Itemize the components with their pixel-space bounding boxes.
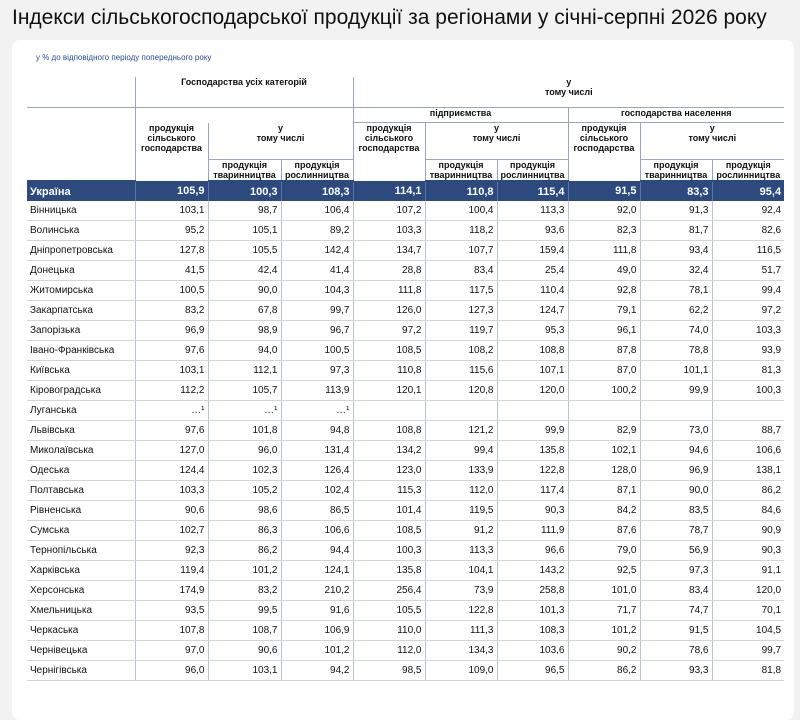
value-cell: 119,7 (425, 321, 497, 341)
value-cell: 110,8 (425, 181, 497, 201)
region-name: Луганська (27, 401, 135, 421)
value-cell: 108,3 (281, 181, 353, 201)
value-cell: 120,0 (712, 581, 784, 601)
table-row (27, 201, 784, 221)
value-cell: 96,1 (568, 321, 640, 341)
value-cell: 174,9 (135, 581, 208, 601)
value-cell: 78,6 (640, 641, 712, 661)
table-row (27, 521, 784, 541)
value-cell: 91,5 (568, 181, 640, 201)
value-cell: 94,6 (640, 441, 712, 461)
value-cell: 99,5 (208, 601, 281, 621)
value-cell: 81,7 (640, 221, 712, 241)
value-cell: 113,3 (497, 201, 568, 221)
header-blank (27, 160, 135, 182)
table-row (27, 341, 784, 361)
value-cell: 124,1 (281, 561, 353, 581)
value-cell: 99,4 (712, 281, 784, 301)
value-cell: 87,1 (568, 481, 640, 501)
value-cell: 41,5 (135, 261, 208, 281)
value-cell: 100,5 (281, 341, 353, 361)
value-cell: 135,8 (353, 561, 425, 581)
value-cell: 92,3 (135, 541, 208, 561)
value-cell: 210,2 (281, 581, 353, 601)
value-cell: 67,8 (208, 301, 281, 321)
value-cell: 108,8 (353, 421, 425, 441)
value-cell: 87,6 (568, 521, 640, 541)
value-cell: 113,9 (281, 381, 353, 401)
header-livestock: продукція тваринництва (425, 160, 497, 182)
region-name: Донецька (27, 261, 135, 281)
header-livestock: продукція тваринництва (640, 160, 712, 182)
value-cell: 256,4 (353, 581, 425, 601)
header-livestock: продукція тваринництва (208, 160, 281, 182)
value-cell: 94,0 (208, 341, 281, 361)
value-cell: 108,3 (497, 621, 568, 641)
value-cell: 91,6 (281, 601, 353, 621)
table-row (27, 241, 784, 261)
value-cell: 108,5 (353, 341, 425, 361)
region-name: Черкаська (27, 621, 135, 641)
value-cell: 92,0 (568, 201, 640, 221)
value-cell: 95,3 (497, 321, 568, 341)
value-cell: 120,0 (497, 381, 568, 401)
region-name: Хмельницька (27, 601, 135, 621)
value-cell: 79,0 (568, 541, 640, 561)
value-cell: 105,7 (208, 381, 281, 401)
table-row (27, 481, 784, 501)
header-crops: продукція рослинництва (497, 160, 568, 182)
table-row (27, 441, 784, 461)
value-cell: 99,7 (281, 301, 353, 321)
value-cell: 116,5 (712, 241, 784, 261)
value-cell: 112,0 (353, 641, 425, 661)
value-cell (353, 401, 425, 421)
value-cell (712, 401, 784, 421)
value-cell: 88,7 (712, 421, 784, 441)
table-row (27, 381, 784, 401)
value-cell: 89,2 (281, 221, 353, 241)
region-name: Київська (27, 361, 135, 381)
value-cell: 98,7 (208, 201, 281, 221)
header-production: продукція сільського господарства (353, 123, 425, 182)
header-corner (27, 77, 135, 108)
total-row (27, 181, 784, 201)
value-cell: 111,3 (425, 621, 497, 641)
value-cell: 111,8 (353, 281, 425, 301)
value-cell: 82,3 (568, 221, 640, 241)
value-cell: 106,6 (712, 441, 784, 461)
value-cell: 83,5 (640, 501, 712, 521)
value-cell: 117,4 (497, 481, 568, 501)
value-cell: 258,8 (497, 581, 568, 601)
value-cell: 90,2 (568, 641, 640, 661)
value-cell: 105,9 (135, 181, 208, 201)
value-cell: 113,3 (425, 541, 497, 561)
value-cell: 98,9 (208, 321, 281, 341)
value-cell: 97,2 (712, 301, 784, 321)
value-cell: 74,0 (640, 321, 712, 341)
value-cell: 103,1 (135, 201, 208, 221)
value-cell: 92,5 (568, 561, 640, 581)
value-cell: 100,3 (712, 381, 784, 401)
value-cell: 83,4 (425, 261, 497, 281)
value-cell: 86,2 (208, 541, 281, 561)
header-production: продукція сільського господарства (568, 123, 640, 182)
value-cell: 159,4 (497, 241, 568, 261)
region-name: Житомирська (27, 281, 135, 301)
value-cell: 115,4 (497, 181, 568, 201)
table-row (27, 421, 784, 441)
table-row (27, 561, 784, 581)
value-cell: 93,5 (135, 601, 208, 621)
value-cell: 123,0 (353, 461, 425, 481)
value-cell: 93,6 (497, 221, 568, 241)
table-row (27, 301, 784, 321)
value-cell: 93,3 (640, 661, 712, 681)
value-cell: 96,0 (135, 661, 208, 681)
value-cell: 112,0 (425, 481, 497, 501)
table-row (27, 641, 784, 661)
value-cell: 100,3 (208, 181, 281, 201)
header-all-categories: Господарства усіх категорій (135, 77, 353, 108)
value-cell: 41,4 (281, 261, 353, 281)
value-cell: 100,4 (425, 201, 497, 221)
value-cell: 96,9 (640, 461, 712, 481)
value-cell: 90,6 (135, 501, 208, 521)
value-cell: 42,4 (208, 261, 281, 281)
value-cell: 111,9 (497, 521, 568, 541)
value-cell: 102,3 (208, 461, 281, 481)
value-cell: …¹ (208, 401, 281, 421)
value-cell: 97,3 (640, 561, 712, 581)
value-cell: 81,3 (712, 361, 784, 381)
value-cell: 99,7 (712, 641, 784, 661)
value-cell: 114,1 (353, 181, 425, 201)
region-name: Чернігівська (27, 661, 135, 681)
value-cell: 133,9 (425, 461, 497, 481)
table-row (27, 401, 784, 421)
value-cell: 101,8 (208, 421, 281, 441)
header-including-inner: у тому числі (208, 123, 353, 160)
table-row (27, 321, 784, 341)
value-cell: 91,5 (640, 621, 712, 641)
value-cell: 78,7 (640, 521, 712, 541)
value-cell: 103,6 (497, 641, 568, 661)
value-cell: 124,7 (497, 301, 568, 321)
value-cell: 99,4 (425, 441, 497, 461)
header-crops: продукція рослинництва (281, 160, 353, 182)
region-name: Тернопільська (27, 541, 135, 561)
value-cell: 97,3 (281, 361, 353, 381)
value-cell: 82,9 (568, 421, 640, 441)
region-name: Миколаївська (27, 441, 135, 461)
region-name: Львівська (27, 421, 135, 441)
value-cell: 105,1 (208, 221, 281, 241)
value-cell: 90,0 (640, 481, 712, 501)
value-cell: 127,3 (425, 301, 497, 321)
value-cell: 135,8 (497, 441, 568, 461)
value-cell: 96,9 (135, 321, 208, 341)
value-cell: 93,4 (640, 241, 712, 261)
value-cell: 86,5 (281, 501, 353, 521)
value-cell: 87,8 (568, 341, 640, 361)
value-cell: 118,2 (425, 221, 497, 241)
page-title: Індекси сільськогосподарської продукції за регіонами у січні-серпні 2026 року (12, 6, 767, 29)
table-row (27, 221, 784, 241)
value-cell: 96,6 (497, 541, 568, 561)
table-row (27, 281, 784, 301)
value-cell (425, 401, 497, 421)
value-cell: 90,3 (497, 501, 568, 521)
value-cell: 138,1 (712, 461, 784, 481)
value-cell: 103,3 (712, 321, 784, 341)
value-cell: 94,2 (281, 661, 353, 681)
header-including: у тому числі (353, 77, 784, 108)
value-cell: 104,3 (281, 281, 353, 301)
value-cell: 96,0 (208, 441, 281, 461)
value-cell: 71,7 (568, 601, 640, 621)
table-row (27, 261, 784, 281)
value-cell: 109,0 (425, 661, 497, 681)
value-cell: 84,2 (568, 501, 640, 521)
value-cell: 112,2 (135, 381, 208, 401)
value-cell: 90,3 (712, 541, 784, 561)
header-blank (135, 108, 353, 123)
value-cell: 127,0 (135, 441, 208, 461)
table-row (27, 461, 784, 481)
region-name: Україна (27, 181, 135, 201)
region-name: Дніпропетровська (27, 241, 135, 261)
value-cell: 110,4 (497, 281, 568, 301)
value-cell: 107,1 (497, 361, 568, 381)
value-cell: 105,5 (353, 601, 425, 621)
value-cell: 97,6 (135, 421, 208, 441)
value-cell: 124,4 (135, 461, 208, 481)
table-row (27, 541, 784, 561)
value-cell: 107,7 (425, 241, 497, 261)
value-cell: 128,0 (568, 461, 640, 481)
value-cell: 82,6 (712, 221, 784, 241)
value-cell: 97,2 (353, 321, 425, 341)
value-cell: 105,2 (208, 481, 281, 501)
value-cell: …¹ (281, 401, 353, 421)
region-name: Сумська (27, 521, 135, 541)
value-cell: 102,4 (281, 481, 353, 501)
value-cell: 101,2 (568, 621, 640, 641)
value-cell: 92,4 (712, 201, 784, 221)
region-name: Закарпатська (27, 301, 135, 321)
value-cell: 95,2 (135, 221, 208, 241)
value-cell: 107,8 (135, 621, 208, 641)
value-cell: 90,9 (712, 521, 784, 541)
value-cell: 73,9 (425, 581, 497, 601)
value-cell: 51,7 (712, 261, 784, 281)
value-cell: 134,7 (353, 241, 425, 261)
value-cell: 121,2 (425, 421, 497, 441)
value-cell: 90,0 (208, 281, 281, 301)
value-cell: 106,6 (281, 521, 353, 541)
header-including-inner: у тому числі (425, 123, 568, 160)
header-blank (27, 123, 135, 160)
value-cell: 102,7 (135, 521, 208, 541)
value-cell: 86,2 (712, 481, 784, 501)
value-cell: 94,8 (281, 421, 353, 441)
table-row (27, 501, 784, 521)
table-row (27, 621, 784, 641)
value-cell: 84,6 (712, 501, 784, 521)
value-cell: 107,2 (353, 201, 425, 221)
region-name: Запорізька (27, 321, 135, 341)
region-name: Вінницька (27, 201, 135, 221)
value-cell: 112,1 (208, 361, 281, 381)
value-cell: 74,7 (640, 601, 712, 621)
value-cell: 28,8 (353, 261, 425, 281)
value-cell: 96,5 (497, 661, 568, 681)
value-cell: 117,5 (425, 281, 497, 301)
value-cell: 115,6 (425, 361, 497, 381)
value-cell: 25,4 (497, 261, 568, 281)
header-enterprises: підприємства (353, 108, 568, 123)
value-cell: 86,2 (568, 661, 640, 681)
value-cell: 100,2 (568, 381, 640, 401)
value-cell: 106,9 (281, 621, 353, 641)
unit-note: у % до відповідного періоду попереднього року (36, 53, 212, 62)
value-cell: 70,1 (712, 601, 784, 621)
value-cell: 99,9 (497, 421, 568, 441)
value-cell: 32,4 (640, 261, 712, 281)
table-row (27, 581, 784, 601)
value-cell: 126,4 (281, 461, 353, 481)
value-cell: 86,3 (208, 521, 281, 541)
value-cell: 134,2 (353, 441, 425, 461)
value-cell: 120,8 (425, 381, 497, 401)
header-including-inner: у тому числі (640, 123, 784, 160)
value-cell: 91,1 (712, 561, 784, 581)
region-name: Харківська (27, 561, 135, 581)
value-cell: 100,5 (135, 281, 208, 301)
data-table (27, 77, 784, 681)
value-cell: 101,2 (208, 561, 281, 581)
value-cell: 143,2 (497, 561, 568, 581)
value-cell: 102,1 (568, 441, 640, 461)
value-cell: 108,8 (497, 341, 568, 361)
value-cell: 98,5 (353, 661, 425, 681)
table-row (27, 601, 784, 621)
value-cell: 91,2 (425, 521, 497, 541)
value-cell: 56,9 (640, 541, 712, 561)
value-cell: 93,9 (712, 341, 784, 361)
region-name: Чернівецька (27, 641, 135, 661)
value-cell: 98,6 (208, 501, 281, 521)
value-cell: 122,8 (497, 461, 568, 481)
region-name: Рівненська (27, 501, 135, 521)
value-cell: 101,0 (568, 581, 640, 601)
value-cell: 110,0 (353, 621, 425, 641)
value-cell: 97,6 (135, 341, 208, 361)
value-cell: 126,0 (353, 301, 425, 321)
value-cell: 108,5 (353, 521, 425, 541)
region-name: Волинська (27, 221, 135, 241)
value-cell: 103,1 (208, 661, 281, 681)
value-cell: 83,2 (135, 301, 208, 321)
value-cell: 73,0 (640, 421, 712, 441)
table-row (27, 661, 784, 681)
value-cell: 91,3 (640, 201, 712, 221)
region-name: Одеська (27, 461, 135, 481)
value-cell: 101,2 (281, 641, 353, 661)
value-cell: 104,1 (425, 561, 497, 581)
value-cell: 122,8 (425, 601, 497, 621)
region-name: Кіровоградська (27, 381, 135, 401)
value-cell: 111,8 (568, 241, 640, 261)
value-cell: 103,3 (353, 221, 425, 241)
value-cell: 108,2 (425, 341, 497, 361)
header-households: господарства населення (568, 108, 784, 123)
value-cell: 108,7 (208, 621, 281, 641)
value-cell: 106,4 (281, 201, 353, 221)
header-production: продукція сільського господарства (135, 123, 208, 182)
value-cell: 97,0 (135, 641, 208, 661)
value-cell: 101,1 (640, 361, 712, 381)
value-cell: 103,1 (135, 361, 208, 381)
value-cell: 110,8 (353, 361, 425, 381)
value-cell: 127,8 (135, 241, 208, 261)
value-cell: 87,0 (568, 361, 640, 381)
value-cell (640, 401, 712, 421)
value-cell: 119,4 (135, 561, 208, 581)
table-row (27, 361, 784, 381)
value-cell: 101,3 (497, 601, 568, 621)
region-name: Івано-Франківська (27, 341, 135, 361)
value-cell: 100,3 (353, 541, 425, 561)
value-cell: 49,0 (568, 261, 640, 281)
value-cell: 83,2 (208, 581, 281, 601)
value-cell: 78,1 (640, 281, 712, 301)
value-cell: 79,1 (568, 301, 640, 321)
region-name: Херсонська (27, 581, 135, 601)
value-cell: 120,1 (353, 381, 425, 401)
value-cell: 134,3 (425, 641, 497, 661)
value-cell: 131,4 (281, 441, 353, 461)
value-cell: 142,4 (281, 241, 353, 261)
value-cell: 95,4 (712, 181, 784, 201)
header-crops: продукція рослинництва (712, 160, 784, 182)
value-cell: 96,7 (281, 321, 353, 341)
value-cell: 115,3 (353, 481, 425, 501)
value-cell: 119,5 (425, 501, 497, 521)
value-cell: 81,8 (712, 661, 784, 681)
value-cell: 101,4 (353, 501, 425, 521)
value-cell: 105,5 (208, 241, 281, 261)
value-cell: 83,4 (640, 581, 712, 601)
value-cell: 62,2 (640, 301, 712, 321)
value-cell: 78,8 (640, 341, 712, 361)
value-cell: 83,3 (640, 181, 712, 201)
value-cell: 103,3 (135, 481, 208, 501)
value-cell (497, 401, 568, 421)
value-cell: 92,8 (568, 281, 640, 301)
value-cell: …¹ (135, 401, 208, 421)
value-cell (568, 401, 640, 421)
value-cell: 104,5 (712, 621, 784, 641)
header-blank (27, 108, 135, 123)
region-name: Полтавська (27, 481, 135, 501)
value-cell: 94,4 (281, 541, 353, 561)
value-cell: 90,6 (208, 641, 281, 661)
value-cell: 99,9 (640, 381, 712, 401)
